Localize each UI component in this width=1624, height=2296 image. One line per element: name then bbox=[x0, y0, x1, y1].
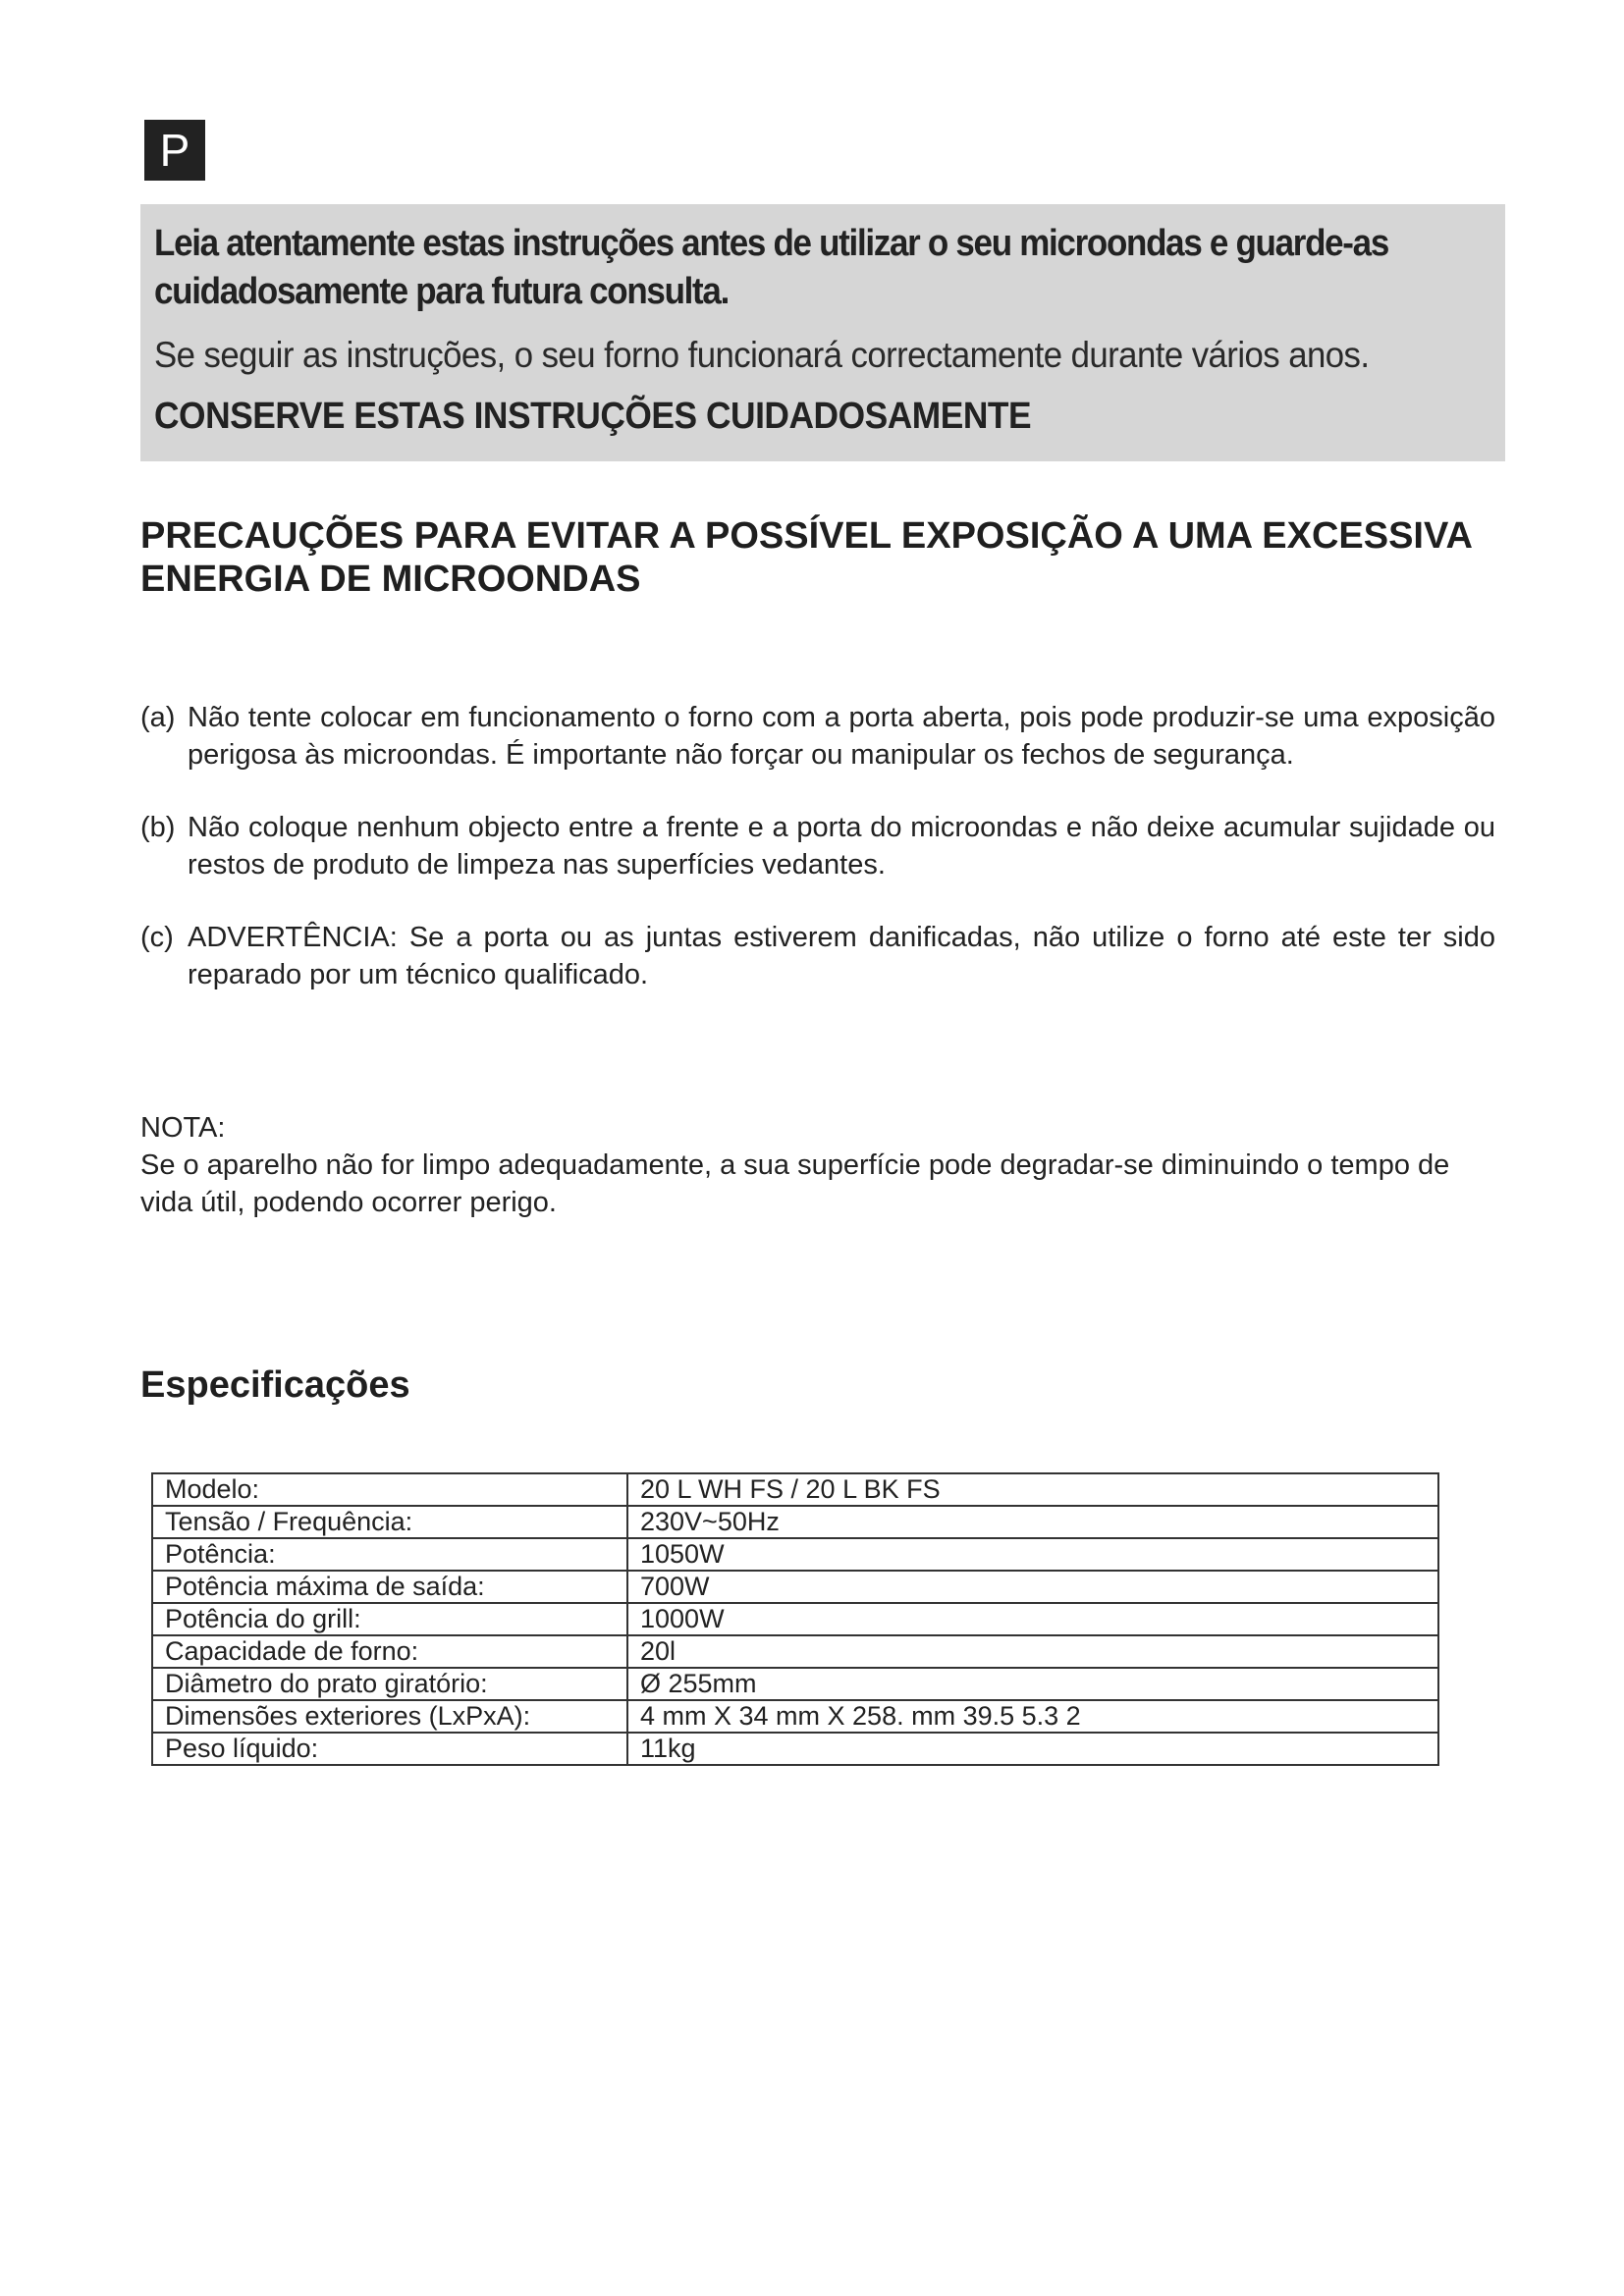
precaution-item bbox=[140, 699, 1495, 774]
spec-label: Dimensões exteriores (LxPxA): bbox=[152, 1700, 627, 1733]
spec-value: 20 L WH FS / 20 L BK FS bbox=[627, 1473, 1438, 1506]
spec-value: 700W bbox=[627, 1571, 1438, 1603]
specifications-title: Especificações bbox=[140, 1364, 410, 1406]
table-row bbox=[152, 1473, 1438, 1506]
spec-value: Ø 255mm bbox=[627, 1668, 1438, 1700]
intro-keep-instructions: CONSERVE ESTAS INSTRUÇÕES CUIDADOSAMENTE bbox=[154, 396, 1032, 437]
precaution-marker: (c) bbox=[140, 922, 174, 953]
precaution-item bbox=[140, 919, 1495, 993]
precautions-title: PRECAUÇÕES PARA EVITAR A POSSÍVEL EXPOSIÇÃO A UMA EXCESSIVA ENERGIA DE MICROONDAS bbox=[140, 515, 1472, 600]
language-badge: P bbox=[144, 120, 205, 181]
precautions-list bbox=[140, 699, 1495, 1029]
table-row bbox=[152, 1603, 1438, 1635]
spec-label: Potência: bbox=[152, 1538, 627, 1571]
note-text: Se o aparelho não for limpo adequadamente, a sua superfície pode degradar-se diminuindo o tempo de vida útil, podendo ocorrer perigo. bbox=[140, 1149, 1450, 1218]
table-row bbox=[152, 1538, 1438, 1571]
intro-box bbox=[140, 204, 1505, 461]
spec-label: Tensão / Frequência: bbox=[152, 1506, 627, 1538]
precaution-text: Não coloque nenhum objecto entre a frente e a porta do microondas e não deixe acumular sujidade ou restos de produto de limpeza nas superfícies vedantes. bbox=[188, 812, 1495, 881]
spec-label: Capacidade de forno: bbox=[152, 1635, 627, 1668]
spec-label: Potência do grill: bbox=[152, 1603, 627, 1635]
spec-value: 4 mm X 34 mm X 258. mm 39.5 5.3 2 bbox=[627, 1700, 1438, 1733]
spec-value: 230V~50Hz bbox=[627, 1506, 1438, 1538]
spec-label: Diâmetro do prato giratório: bbox=[152, 1668, 627, 1700]
precaution-marker: (a) bbox=[140, 702, 176, 733]
table-row bbox=[152, 1635, 1438, 1668]
precaution-item bbox=[140, 809, 1495, 883]
table-row bbox=[152, 1506, 1438, 1538]
spec-value: 11kg bbox=[627, 1733, 1438, 1765]
precaution-text: Não tente colocar em funcionamento o forno com a porta aberta, pois pode produzir-se uma exposição perigosa às microondas. É importante não forçar ou manipular os fechos de segurança. bbox=[188, 702, 1495, 771]
spec-label: Peso líquido: bbox=[152, 1733, 627, 1765]
precaution-marker: (b) bbox=[140, 812, 176, 843]
intro-read-instructions: Leia atentamente estas instruções antes de utilizar o seu microondas e guarde-as cuidadosamente para futura consulta. bbox=[154, 223, 1388, 312]
intro-follow-instructions: Se seguir as instruções, o seu forno funcionará correctamente durante vários anos. bbox=[154, 335, 1370, 375]
spec-value: 1000W bbox=[627, 1603, 1438, 1635]
table-row bbox=[152, 1733, 1438, 1765]
spec-value: 20l bbox=[627, 1635, 1438, 1668]
specifications-table bbox=[151, 1472, 1439, 1766]
spec-label: Modelo: bbox=[152, 1473, 627, 1506]
table-row bbox=[152, 1700, 1438, 1733]
spec-label: Potência máxima de saída: bbox=[152, 1571, 627, 1603]
note-section bbox=[140, 1109, 1476, 1221]
table-row bbox=[152, 1571, 1438, 1603]
spec-value: 1050W bbox=[627, 1538, 1438, 1571]
precaution-text: ADVERTÊNCIA: Se a porta ou as juntas estiverem danificadas, não utilize o forno até este ter sido reparado por um técnico qualificado. bbox=[188, 922, 1495, 990]
table-row bbox=[152, 1668, 1438, 1700]
note-label: NOTA: bbox=[140, 1112, 226, 1144]
